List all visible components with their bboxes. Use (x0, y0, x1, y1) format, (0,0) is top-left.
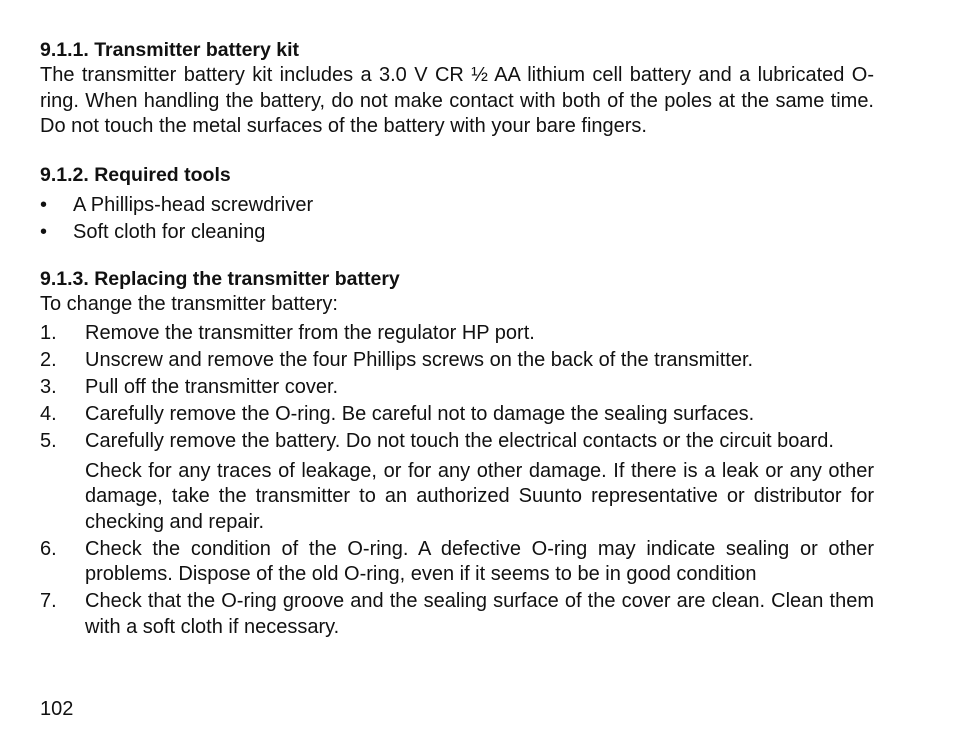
step-text: Check that the O-ring groove and the sealing surface of the cover are clean. Clean them with a soft cloth if necessary. (85, 590, 874, 638)
section-heading-replacing-battery: 9.1.3. Replacing the transmitter battery (40, 267, 400, 290)
step-number: 2. (40, 349, 57, 371)
step-text: Remove the transmitter from the regulator HP port. (85, 322, 535, 344)
step-item (40, 348, 874, 374)
step-number: 4. (40, 403, 57, 425)
section-heading-battery-kit: 9.1.1. Transmitter battery kit (40, 39, 300, 61)
list-item (40, 192, 874, 219)
step-item (40, 429, 874, 535)
steps-intro: To change the transmitter battery: (40, 292, 338, 315)
bullet-mark: • (40, 220, 48, 243)
steps-list (40, 321, 874, 640)
step-number: 5. (40, 430, 57, 452)
list-item (40, 219, 874, 246)
step-number: 7. (40, 590, 57, 612)
battery-kit-paragraph: The transmitter battery kit includes a 3.0 V CR ½ AA lithium cell battery and a lubricated O-ring. When handling the battery, do not make contact with both of the poles at the same time. Do not touch the metal surfaces of the battery with your bare fingers. (40, 64, 874, 137)
step-number: 3. (40, 376, 57, 398)
page-number: 102 (40, 698, 74, 720)
list-item-text: A Phillips-head screwdriver (73, 193, 314, 216)
step-note: Check for any traces of leakage, or for any other damage. If there is a leak or any other damage, take the transmitter to an authorized Suunto representative or distributor for checking and repair. (85, 459, 874, 533)
tools-list (40, 192, 874, 246)
step-text: Pull off the transmitter cover. (85, 376, 339, 398)
list-item-text: Soft cloth for cleaning (73, 220, 266, 243)
step-item (40, 537, 874, 588)
step-item (40, 375, 874, 401)
bullet-mark: • (40, 193, 48, 216)
step-item (40, 589, 874, 640)
step-text: Carefully remove the O-ring. Be careful not to damage the sealing surfaces. (85, 403, 755, 425)
step-item (40, 402, 874, 428)
document-page (40, 38, 874, 642)
section-heading-required-tools: 9.1.2. Required tools (40, 163, 231, 186)
step-text: Carefully remove the battery. Do not touch the electrical contacts or the circuit board. (85, 430, 834, 452)
step-text: Check the condition of the O-ring. A defective O-ring may indicate sealing or other problems. Dispose of the old O-ring, even if it seems to be in good condition (85, 537, 874, 585)
step-number: 1. (40, 322, 57, 344)
step-item (40, 321, 874, 347)
step-text: Unscrew and remove the four Phillips screws on the back of the transmitter. (85, 349, 754, 371)
step-number: 6. (40, 537, 57, 560)
